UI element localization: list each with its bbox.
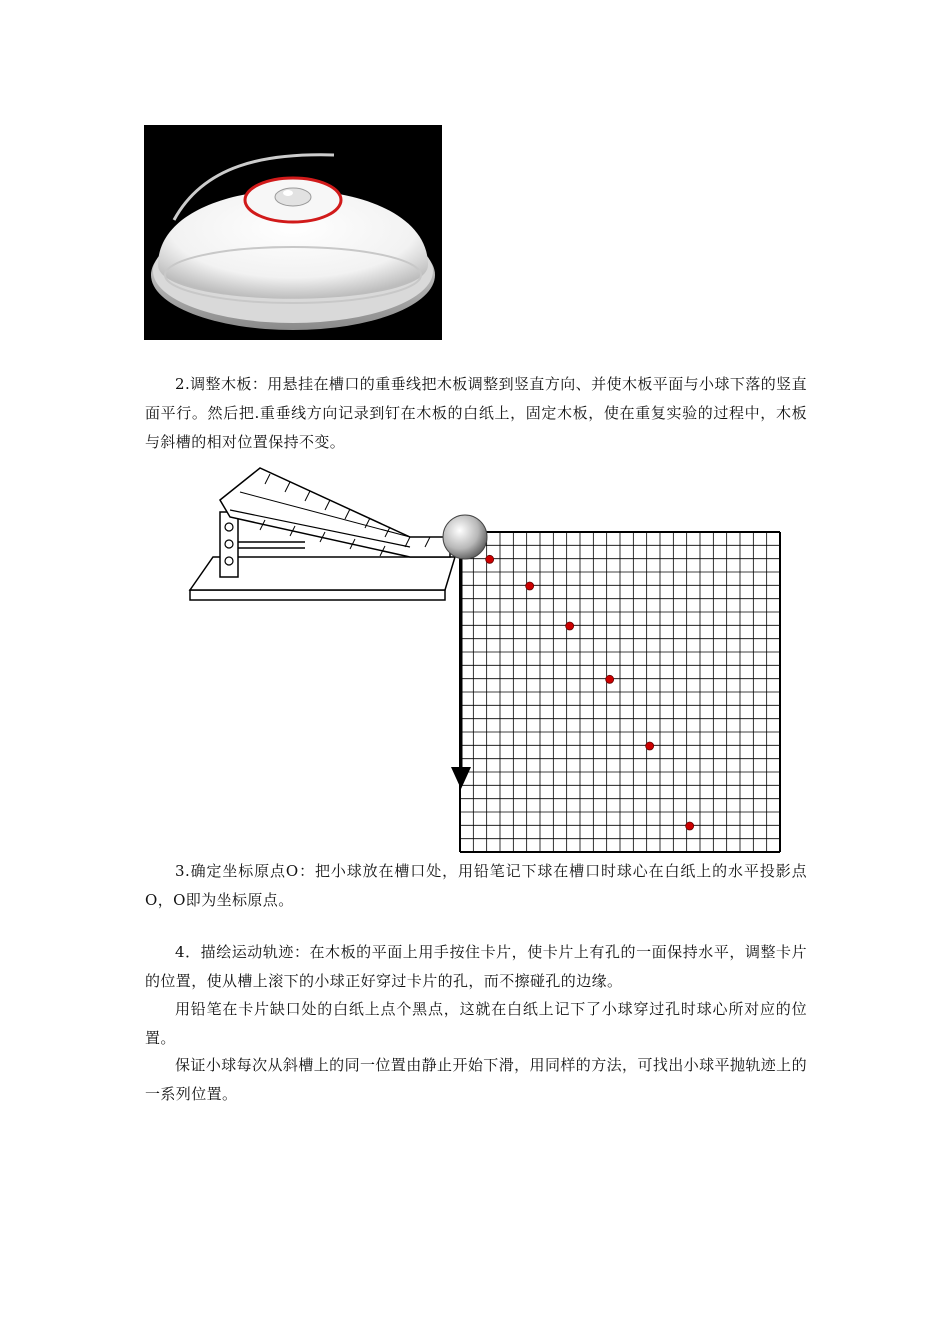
bubble-level-image <box>144 125 442 340</box>
coordinate-grid <box>460 532 780 852</box>
inclined-chute <box>220 468 450 557</box>
trajectory-point <box>486 555 494 563</box>
trajectory-points <box>486 555 694 830</box>
projectile-apparatus-diagram <box>185 462 785 857</box>
step4-paragraph: 4．描绘运动轨迹：在木板的平面上用手按住卡片，使卡片上有孔的一面保持水平，调整卡片的位置，使从槽上滚下的小球正好穿过卡片的孔，而不擦碰孔的边缘。 <box>145 943 807 990</box>
bubble-level-photo <box>144 125 442 340</box>
trajectory-point <box>646 742 654 750</box>
apparatus-svg <box>185 462 785 857</box>
trajectory-point <box>526 582 534 590</box>
step4b-paragraph: 用铅笔在卡片缺口处的白纸上点个黑点，这就在白纸上记下了小球穿过孔时球心所对应的位置。 <box>145 1000 807 1047</box>
step2-paragraph: 2.调整木板：用悬挂在槽口的重垂线把木板调整到竖直方向、并使木板平面与小球下落的竖直面平行。然后把.重垂线方向记录到钉在木板的白纸上，固定木板，使在重复实验的过程中，木板与斜槽的相对位置保持不变。 <box>145 375 807 451</box>
trajectory-point <box>566 622 574 630</box>
step4c-paragraph: 保证小球每次从斜槽上的同一位置由静止开始下滑，用同样的方法，可找出小球平抛轨迹上的一系列位置。 <box>145 1056 807 1103</box>
ball <box>443 515 487 559</box>
trajectory-point <box>606 675 614 683</box>
step3-paragraph: 3.确定坐标原点O：把小球放在槽口处，用铅笔记下球在槽口时球心在白纸上的水平投影点O，O即为坐标原点。 <box>145 862 807 909</box>
base-platform <box>190 590 445 600</box>
trajectory-point <box>686 822 694 830</box>
